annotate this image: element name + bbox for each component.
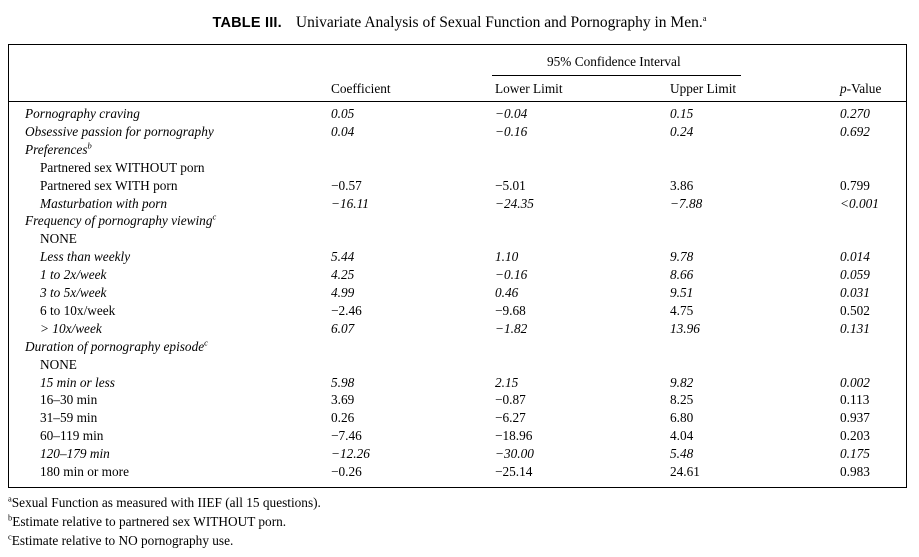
cell-lower-limit: −1.82 (495, 320, 528, 336)
cell-p-value: 0.692 (840, 123, 870, 139)
cell-p-value: 0.031 (840, 285, 870, 300)
cell-lower-limit: 1.10 (495, 249, 519, 265)
row-label-footnote-mark: c (212, 211, 217, 222)
cell-coefficient: −12.26 (331, 446, 370, 462)
row-label (40, 391, 97, 409)
row-label-text: Duration of pornography episode (25, 338, 205, 354)
cell-lower-limit: −18.96 (495, 428, 533, 444)
cell-coefficient: 0.05 (331, 106, 355, 121)
row-label-text: NONE (40, 356, 77, 372)
table-frame (8, 44, 907, 488)
table-title: Univariate Analysis of Sexual Function and Pornography in Men. (295, 14, 703, 31)
row-label-text: Obsessive passion for pornography (25, 123, 214, 139)
row-label-text: Preferences (25, 141, 88, 157)
cell-p-value: 0.203 (840, 428, 870, 444)
footnote-text: Estimate relative to NO pornography use. (11, 533, 234, 548)
cell-p-value: 0.270 (840, 106, 870, 121)
cell-lower-limit: −30.00 (495, 446, 534, 462)
cell-coefficient: 6.07 (331, 320, 355, 336)
row-label (40, 159, 205, 177)
row-label-text: Partnered sex WITH porn (40, 177, 178, 193)
header-lower-limit: Lower Limit (495, 81, 563, 96)
row-label (25, 105, 140, 123)
footnote-mark: a (8, 493, 12, 504)
cell-lower-limit: −0.87 (495, 392, 526, 408)
cell-p-value: 0.014 (840, 249, 870, 265)
row-label-text: 180 min or more (40, 464, 130, 479)
table-caption (0, 14, 919, 32)
row-label (25, 123, 214, 141)
cell-upper-limit: 24.61 (670, 464, 700, 479)
footnote (8, 494, 321, 511)
footnote (8, 513, 286, 530)
row-label-text: Pornography craving (25, 106, 140, 121)
cell-lower-limit: −0.16 (495, 267, 528, 283)
cell-lower-limit: −6.27 (495, 410, 526, 426)
cell-lower-limit: −25.14 (495, 464, 533, 479)
cell-upper-limit: 4.04 (670, 428, 694, 444)
row-label-text: 60–119 min (40, 428, 104, 444)
header-p-value (840, 80, 881, 98)
row-label (40, 409, 97, 427)
row-label-text: 1 to 2x/week (40, 267, 107, 283)
cell-upper-limit: 13.96 (670, 320, 700, 336)
header-rule (8, 101, 907, 102)
cell-p-value: 0.502 (840, 302, 870, 318)
row-label-text: Masturbation with porn (40, 195, 168, 211)
table-label: TABLE III. (212, 15, 282, 31)
cell-coefficient: 0.04 (331, 123, 355, 139)
row-label (40, 320, 102, 338)
row-label (40, 427, 103, 445)
cell-coefficient: −0.26 (331, 464, 362, 479)
cell-coefficient: −16.11 (331, 195, 369, 211)
row-label-text: 31–59 min (40, 410, 98, 426)
cell-lower-limit: −9.68 (495, 302, 526, 318)
header-ci-group: 95% Confidence Interval (547, 54, 681, 69)
row-label-text: 3 to 5x/week (40, 285, 107, 300)
cell-coefficient: −7.46 (331, 428, 362, 444)
row-label-text: > 10x/week (40, 320, 102, 336)
footnote-text: Sexual Function as measured with IIEF (all 15 questions). (11, 495, 321, 510)
cell-p-value: 0.175 (840, 446, 870, 462)
caption-footnote-mark: a (702, 12, 707, 23)
footnote-text: Estimate relative to partnered sex WITHOUT porn. (12, 514, 287, 529)
cell-p-value: 0.937 (840, 410, 870, 426)
row-label-text: 15 min or less (40, 374, 115, 390)
footnote (8, 532, 233, 549)
cell-upper-limit: 4.75 (670, 302, 694, 318)
cell-upper-limit: 8.66 (670, 267, 694, 283)
cell-lower-limit: −5.01 (495, 177, 526, 193)
cell-upper-limit: 3.86 (670, 177, 694, 193)
cell-coefficient: 4.25 (331, 267, 355, 283)
cell-lower-limit: −0.04 (495, 106, 528, 121)
row-label (40, 230, 77, 248)
cell-upper-limit: 0.24 (670, 123, 694, 139)
row-label (40, 463, 129, 481)
cell-upper-limit: 9.78 (670, 249, 694, 265)
cell-coefficient: 5.44 (331, 249, 355, 265)
cell-p-value: 0.059 (840, 267, 870, 283)
cell-lower-limit: −0.16 (495, 123, 528, 139)
cell-upper-limit: 9.51 (670, 285, 694, 300)
row-label-text: Frequency of pornography viewing (25, 213, 213, 229)
row-label (25, 141, 92, 159)
cell-upper-limit: 6.80 (670, 410, 694, 426)
row-label-text: Less than weekly (40, 249, 131, 265)
cell-coefficient: 3.69 (331, 392, 355, 408)
footnote-mark: b (8, 512, 13, 523)
cell-upper-limit: 9.82 (670, 374, 694, 390)
cell-coefficient: 0.26 (331, 410, 355, 426)
cell-p-value: 0.002 (840, 374, 870, 390)
cell-upper-limit: 5.48 (670, 446, 694, 462)
cell-coefficient: 5.98 (331, 374, 355, 390)
cell-p-value: 0.799 (840, 177, 870, 193)
row-label-text: 6 to 10x/week (40, 302, 116, 318)
row-label (40, 374, 115, 392)
row-label (40, 284, 106, 302)
cell-lower-limit: 0.46 (495, 285, 519, 300)
header-upper-limit: Upper Limit (670, 81, 737, 96)
cell-coefficient: −0.57 (331, 177, 362, 193)
row-label (40, 302, 115, 320)
cell-upper-limit: 0.15 (670, 106, 694, 121)
ci-group-rule (492, 75, 741, 76)
cell-coefficient: −2.46 (331, 302, 362, 318)
row-label (40, 445, 110, 463)
row-label (40, 266, 106, 284)
cell-p-value: <0.001 (840, 195, 879, 211)
header-p-letter: p (840, 81, 847, 96)
row-label-text: 16–30 min (40, 392, 98, 408)
row-label (25, 338, 208, 356)
row-label-text: 120–179 min (40, 446, 110, 462)
cell-lower-limit: 2.15 (495, 374, 519, 390)
row-label (40, 195, 167, 213)
row-label-text: NONE (40, 231, 77, 247)
header-p-suffix: -Value (846, 81, 882, 96)
row-label (40, 248, 130, 266)
header-coefficient: Coefficient (331, 81, 391, 96)
cell-p-value: 0.983 (840, 464, 870, 479)
row-label (25, 212, 216, 230)
row-label-footnote-mark: c (204, 337, 208, 348)
cell-upper-limit: 8.25 (670, 392, 694, 408)
cell-p-value: 0.131 (840, 320, 870, 336)
row-label (40, 356, 77, 374)
row-label-footnote-mark: b (87, 140, 92, 151)
cell-lower-limit: −24.35 (495, 195, 534, 211)
cell-coefficient: 4.99 (331, 285, 355, 300)
row-label (40, 177, 177, 195)
footnote-mark: c (8, 531, 12, 542)
row-label-text: Partnered sex WITHOUT porn (40, 159, 205, 175)
cell-p-value: 0.113 (840, 392, 870, 408)
cell-upper-limit: −7.88 (670, 195, 703, 211)
